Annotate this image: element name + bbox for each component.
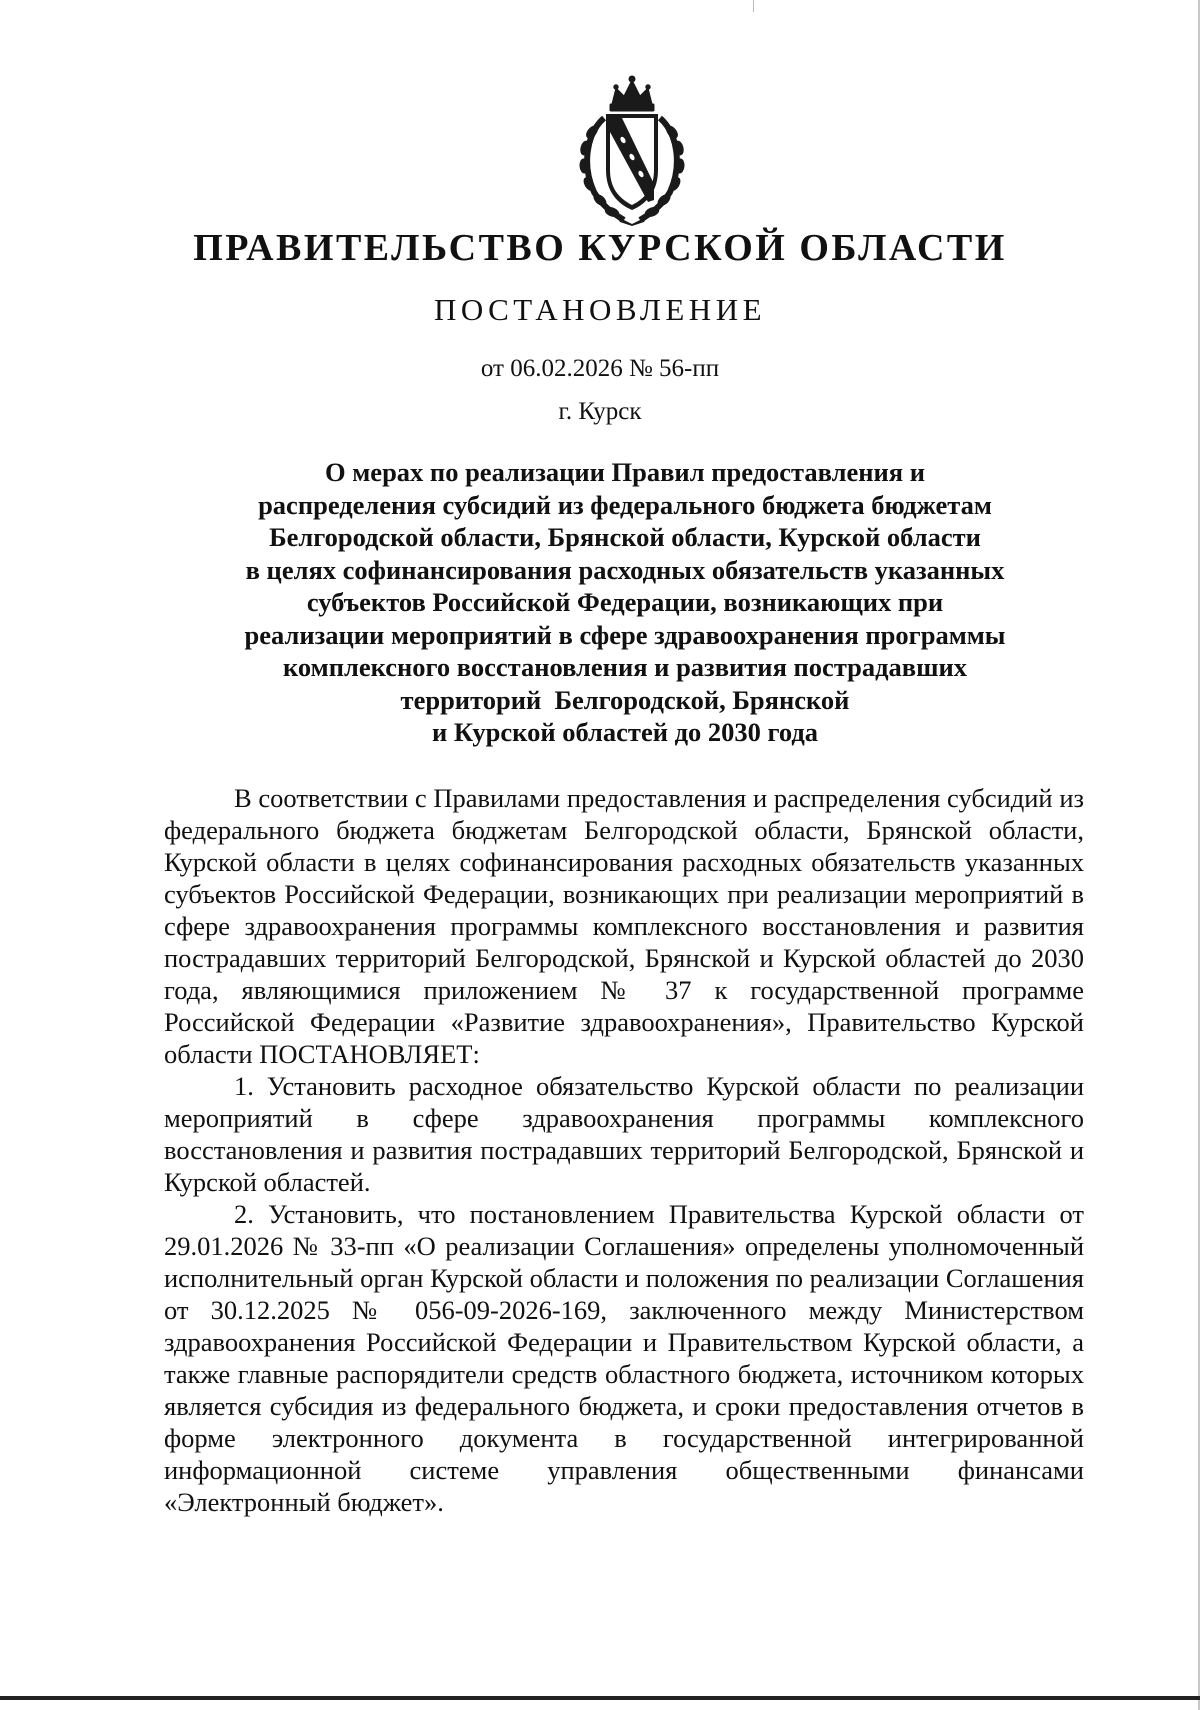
document-type: ПОСТАНОВЛЕНИЕ (433, 292, 767, 327)
government-title: ПРАВИТЕЛЬСТВО КУРСКОЙ ОБЛАСТИ (193, 227, 1007, 269)
subject-line: Белгородской области, Брянской области, Курской области (269, 522, 981, 552)
subject-line: О мерах по реализации Правил предоставления и (325, 457, 925, 487)
subject-line: комплексного восстановления и развития пострадавших (282, 652, 968, 682)
document-date-number: от 06.02.2026 № 56-пп (480, 355, 720, 382)
subject-line: субъектов Российской Федерации, возникающих при (306, 587, 944, 617)
coat-of-arms-icon (570, 74, 694, 226)
subject-line: в целях софинансирования расходных обязательств указанных (245, 554, 1005, 585)
scan-edge-bottom (0, 1696, 1200, 1700)
item-1-paragraph: 1. Установить расходное обязательство Курской области по реализации мероприятий в сфере здравоохранения программы комплексного восстановления и развития пострадавших территорий Белгородской, Брянской и Курской областей. (164, 1071, 1084, 1197)
item-2-paragraph: 2. Установить, что постановлением Правительства Курской области от 29.01.2026 № 33-пп «О реализации Соглашения» определены уполномоченный исполнительный орган Курской области и положения по реализации Соглашения от 30.12.2025 № 056-09-2026-169, заключенного между Министерством здравоохранения Российской Федерации и Правительством Курской области, а также главные распорядители средств областного бюджета, источником которых является субсидия из федерального бюджета, и сроки предоставления отчетов в форме электронного документа в государственной интегрированной информационной системе управления общественными финансами «Электронный бюджет». (164, 1199, 1084, 1517)
document-place: г. Курск (558, 398, 642, 425)
scan-artifact-top (753, 0, 754, 12)
subject-line: территорий Белгородской, Брянской (400, 684, 850, 715)
subject-line: реализации мероприятий в сфере здравоохранения программы (244, 619, 1006, 650)
preamble-paragraph: В соответствии с Правилами предоставления и распределения субсидий из федерального бюджета бюджетам Белгородской области, Брянской области, Курской области в целях софинансирования расходных обязательств указанных субъектов Российской Федерации, возникающих при реализации мероприятий в сфере здравоохранения программы комплексного восстановления и развития пострадавших территорий Белгородской, Брянской и Курской областей до 2030 года, являющимися приложением № 37 к государственной программе Российской Федерации «Развитие здравоохранения», Правительство Курской области ПОСТАНОВЛЯЕТ: (164, 783, 1084, 1069)
document-body (164, 782, 1084, 1518)
document-subject (160, 456, 1090, 749)
subject-line: и Курской областей до 2030 года (431, 717, 819, 747)
subject-line: распределения субсидий из федерального бюджета бюджетам (258, 489, 992, 520)
